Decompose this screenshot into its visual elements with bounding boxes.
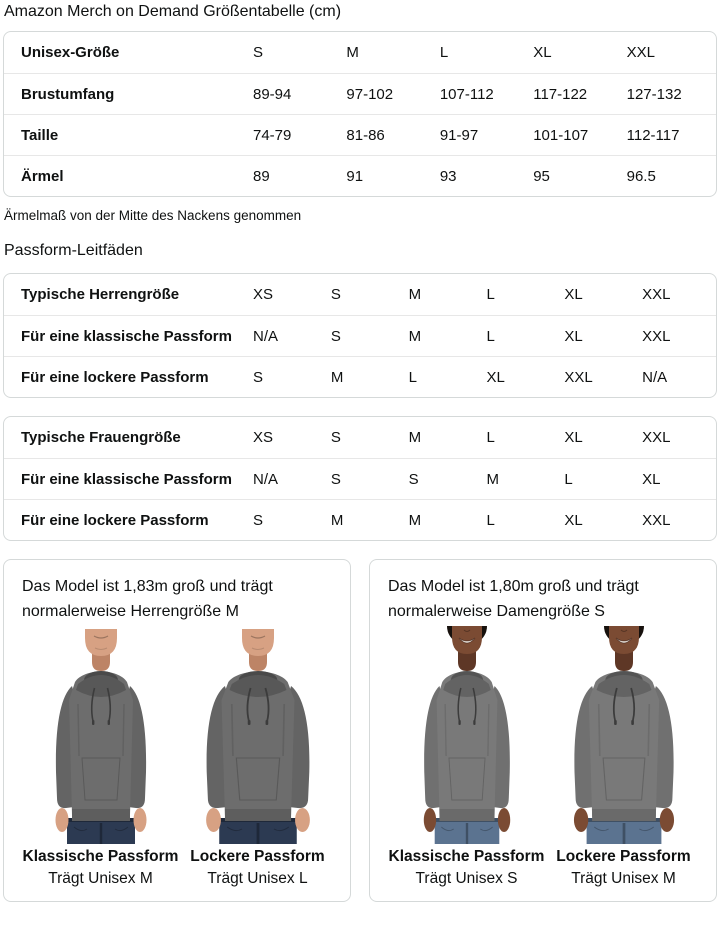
table-row [4,315,716,356]
size-value: S [408,470,419,488]
row-label: Taille [21,126,59,144]
photo-block [22,624,179,890]
size-value: L [439,44,449,61]
size-value: M [408,429,422,446]
row-label: Ärmel [21,167,64,185]
size-value: S [330,429,341,446]
size-value: S [330,286,341,303]
size-value: L [486,327,495,345]
size-value: L [486,286,495,303]
row-label: Typische Herrengröße [21,286,180,303]
size-value: XXL [642,286,671,303]
size-value: N/A [642,368,668,386]
fit-label: Klassische Passform [388,848,545,865]
photo-block [388,624,545,890]
sleeve-measurement-note: Ärmelmaß von der Mitte des Nackens genommen [4,208,302,223]
size-value: XL [564,511,583,529]
model-description: Das Model ist 1,83m groß und trägt normalerweise Herrengröße M [22,578,273,620]
size-value: S [253,511,264,529]
photo-block [179,624,336,890]
size-value: M [486,470,499,488]
table-row [4,114,716,155]
page-title: Amazon Merch on Demand Größentabelle (cm) [4,3,342,20]
size-value: XL [564,327,583,345]
size-value: 89 [253,167,270,185]
size-value: 95 [533,167,550,185]
photo-block [545,624,702,890]
size-value: L [486,511,495,529]
worn-size-label: Trägt Unisex M [571,870,676,887]
model-photo-male-loose [183,624,333,844]
size-value: XL [564,286,583,303]
size-value: XL [533,44,552,61]
table-row [4,32,716,73]
worn-size-label: Trägt Unisex S [415,870,518,887]
size-value: S [253,44,264,61]
size-value: 101-107 [533,126,589,144]
table-row [4,73,716,114]
model-photos [22,624,336,890]
model-cards [3,559,717,902]
female-model-card [369,559,717,902]
size-value: XS [253,429,274,446]
size-value: XL [642,470,661,488]
size-value: XXL [642,327,671,345]
size-value: M [408,286,422,303]
fit-label: Lockere Passform [556,848,691,865]
size-value: 107-112 [439,85,494,103]
fit-label: Klassische Passform [22,848,179,865]
table-row [4,274,716,315]
size-value: S [253,368,264,386]
row-label: Für eine lockere Passform [21,511,209,529]
row-label: Für eine klassische Passform [21,327,232,345]
model-description: Das Model ist 1,80m groß und trägt normalerweise Damengröße S [388,578,639,620]
table-row [4,417,716,458]
size-value: 91-97 [439,126,479,144]
size-value: XL [486,368,505,386]
male-model-card [3,559,351,902]
size-value: L [486,429,495,446]
model-photo-female-loose [549,624,699,844]
size-value: M [408,511,422,529]
size-value: XXL [642,429,671,446]
size-value: 89-94 [253,85,292,103]
size-value: S [330,470,341,488]
size-value: 96.5 [626,167,656,185]
worn-size-label: Trägt Unisex M [48,870,153,887]
model-photo-male-classic [26,624,176,844]
size-value: XXL [626,44,655,61]
size-value: M [330,511,344,529]
unisex-size-table [3,31,717,197]
size-value: N/A [253,470,279,488]
mens-fit-table [3,273,717,398]
size-value: 91 [346,167,364,185]
size-value: XS [253,286,274,303]
row-label: Für eine lockere Passform [21,368,209,386]
size-value: L [564,470,573,488]
row-label: Typische Frauengröße [21,429,181,446]
size-value: 93 [439,167,457,185]
table-row [4,155,716,196]
size-value: N/A [253,327,279,345]
table-row [4,458,716,499]
row-label: Unisex-Größe [21,44,120,61]
size-value: 127-132 [626,85,682,103]
size-value: M [346,44,359,61]
row-label: Für eine klassische Passform [21,470,232,488]
fit-label: Lockere Passform [190,848,325,865]
size-value: L [408,368,417,386]
size-value: 117-122 [533,85,588,103]
worn-size-label: Trägt Unisex L [207,870,308,887]
row-label: Brustumfang [21,85,115,103]
size-value: M [408,327,422,345]
size-value: XL [564,429,583,446]
fit-guides-title: Passform-Leitfäden [4,242,143,259]
table-row [4,356,716,397]
table-row [4,499,716,540]
size-value: 112-117 [626,126,680,144]
size-value: 97-102 [346,85,394,103]
womens-fit-table [3,416,717,541]
model-photos [388,624,702,890]
size-value: 74-79 [253,126,292,144]
model-photo-female-classic [392,624,542,844]
size-value: XXL [642,511,671,529]
size-value: S [330,327,341,345]
size-value: XXL [564,368,593,386]
size-value: 81-86 [346,126,385,144]
size-value: M [330,368,344,386]
